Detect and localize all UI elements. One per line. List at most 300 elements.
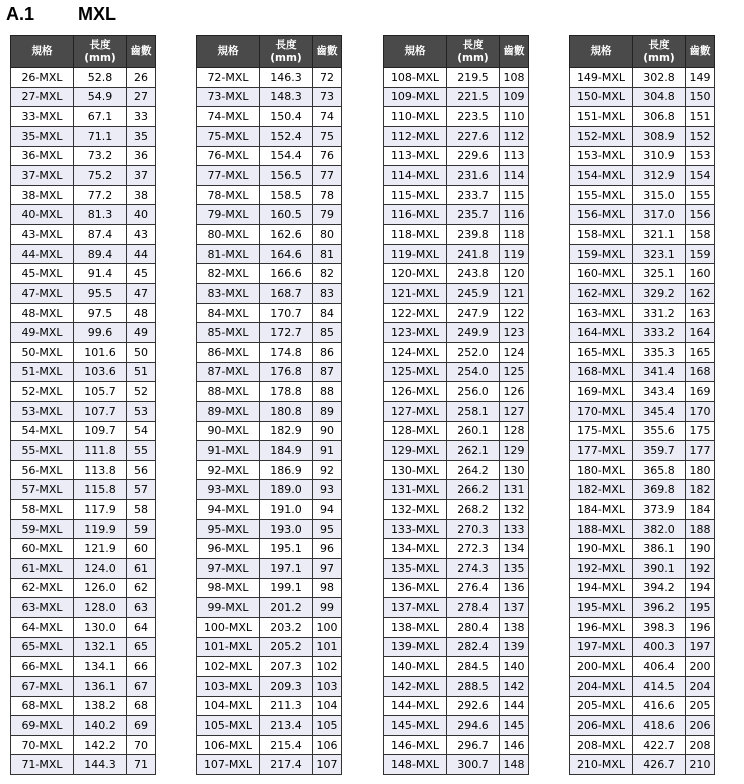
header-length-label: 長度 xyxy=(275,38,297,51)
teeth-cell: 200 xyxy=(686,657,715,677)
table-row xyxy=(11,225,156,245)
teeth-cell: 151 xyxy=(686,107,715,127)
table-row xyxy=(384,716,529,736)
table-row xyxy=(197,225,342,245)
spec-cell: 105-MXL xyxy=(197,716,260,736)
length-cell: 54.9 xyxy=(74,87,127,107)
spec-cell: 126-MXL xyxy=(384,382,447,402)
table-row xyxy=(570,696,715,716)
length-cell: 87.4 xyxy=(74,225,127,245)
length-cell: 197.1 xyxy=(260,559,313,579)
length-cell: 71.1 xyxy=(74,126,127,146)
spec-table-3 xyxy=(383,35,529,775)
teeth-cell: 208 xyxy=(686,735,715,755)
header-length-unit: (mm) xyxy=(457,51,489,64)
length-cell: 280.4 xyxy=(447,617,500,637)
table-row xyxy=(570,657,715,677)
length-cell: 213.4 xyxy=(260,716,313,736)
table-row xyxy=(11,342,156,362)
length-cell: 109.7 xyxy=(74,421,127,441)
table-row xyxy=(11,205,156,225)
table-row xyxy=(384,244,529,264)
teeth-cell: 33 xyxy=(127,107,156,127)
section-title: MXL xyxy=(78,4,116,24)
table-row xyxy=(11,185,156,205)
spec-cell: 56-MXL xyxy=(11,460,74,480)
length-cell: 140.2 xyxy=(74,716,127,736)
table-row xyxy=(197,617,342,637)
teeth-cell: 103 xyxy=(313,676,342,696)
length-cell: 268.2 xyxy=(447,500,500,520)
spec-cell: 50-MXL xyxy=(11,342,74,362)
table-row xyxy=(197,68,342,88)
spec-cell: 204-MXL xyxy=(570,676,633,696)
teeth-cell: 76 xyxy=(313,146,342,166)
table-row xyxy=(384,225,529,245)
spec-cell: 101-MXL xyxy=(197,637,260,657)
table-row xyxy=(384,617,529,637)
table-row xyxy=(570,441,715,461)
section-heading xyxy=(6,4,116,28)
table-row xyxy=(197,166,342,186)
length-cell: 333.2 xyxy=(633,323,686,343)
teeth-cell: 68 xyxy=(127,696,156,716)
header-length xyxy=(447,36,500,68)
table-row xyxy=(570,323,715,343)
spec-cell: 190-MXL xyxy=(570,539,633,559)
table-row xyxy=(197,657,342,677)
teeth-cell: 206 xyxy=(686,716,715,736)
table-row xyxy=(384,441,529,461)
teeth-cell: 38 xyxy=(127,185,156,205)
teeth-cell: 37 xyxy=(127,166,156,186)
table-row xyxy=(384,68,529,88)
teeth-cell: 155 xyxy=(686,185,715,205)
length-cell: 136.1 xyxy=(74,676,127,696)
spec-cell: 69-MXL xyxy=(11,716,74,736)
table-row xyxy=(570,205,715,225)
spec-cell: 200-MXL xyxy=(570,657,633,677)
length-cell: 239.8 xyxy=(447,225,500,245)
spec-cell: 151-MXL xyxy=(570,107,633,127)
teeth-cell: 96 xyxy=(313,539,342,559)
table-row xyxy=(197,185,342,205)
spec-cell: 125-MXL xyxy=(384,362,447,382)
spec-cell: 45-MXL xyxy=(11,264,74,284)
spec-cell: 57-MXL xyxy=(11,480,74,500)
table-row xyxy=(11,578,156,598)
teeth-cell: 195 xyxy=(686,598,715,618)
spec-cell: 188-MXL xyxy=(570,519,633,539)
spec-cell: 155-MXL xyxy=(570,185,633,205)
table-row xyxy=(11,617,156,637)
spec-cell: 97-MXL xyxy=(197,559,260,579)
table-row xyxy=(384,735,529,755)
spec-cell: 75-MXL xyxy=(197,126,260,146)
teeth-cell: 107 xyxy=(313,755,342,775)
length-cell: 254.0 xyxy=(447,362,500,382)
spec-cell: 206-MXL xyxy=(570,716,633,736)
length-cell: 229.6 xyxy=(447,146,500,166)
table-row xyxy=(570,107,715,127)
teeth-cell: 54 xyxy=(127,421,156,441)
spec-cell: 89-MXL xyxy=(197,401,260,421)
length-cell: 321.1 xyxy=(633,225,686,245)
teeth-cell: 102 xyxy=(313,657,342,677)
table-row xyxy=(384,676,529,696)
table-row xyxy=(197,519,342,539)
header-teeth: 齒數 xyxy=(500,36,529,68)
teeth-cell: 136 xyxy=(500,578,529,598)
table-row xyxy=(11,696,156,716)
spec-cell: 86-MXL xyxy=(197,342,260,362)
length-cell: 266.2 xyxy=(447,480,500,500)
teeth-cell: 177 xyxy=(686,441,715,461)
length-cell: 262.1 xyxy=(447,441,500,461)
teeth-cell: 55 xyxy=(127,441,156,461)
teeth-cell: 124 xyxy=(500,342,529,362)
table-row xyxy=(570,559,715,579)
header-spec: 規格 xyxy=(197,36,260,68)
length-cell: 382.0 xyxy=(633,519,686,539)
length-cell: 310.9 xyxy=(633,146,686,166)
table-row xyxy=(570,126,715,146)
length-cell: 156.5 xyxy=(260,166,313,186)
teeth-cell: 88 xyxy=(313,382,342,402)
teeth-cell: 104 xyxy=(313,696,342,716)
teeth-cell: 89 xyxy=(313,401,342,421)
length-cell: 132.1 xyxy=(74,637,127,657)
spec-cell: 107-MXL xyxy=(197,755,260,775)
table-header-row xyxy=(384,36,529,68)
teeth-cell: 130 xyxy=(500,460,529,480)
table-row xyxy=(197,735,342,755)
length-cell: 217.4 xyxy=(260,755,313,775)
spec-cell: 61-MXL xyxy=(11,559,74,579)
length-cell: 416.6 xyxy=(633,696,686,716)
header-length-label: 長度 xyxy=(648,38,670,51)
table-row xyxy=(570,264,715,284)
spec-cell: 156-MXL xyxy=(570,205,633,225)
length-cell: 164.6 xyxy=(260,244,313,264)
teeth-cell: 163 xyxy=(686,303,715,323)
teeth-cell: 64 xyxy=(127,617,156,637)
teeth-cell: 196 xyxy=(686,617,715,637)
table-row xyxy=(570,421,715,441)
spec-cell: 169-MXL xyxy=(570,382,633,402)
length-cell: 191.0 xyxy=(260,500,313,520)
length-cell: 52.8 xyxy=(74,68,127,88)
teeth-cell: 81 xyxy=(313,244,342,264)
teeth-cell: 44 xyxy=(127,244,156,264)
length-cell: 258.1 xyxy=(447,401,500,421)
length-cell: 99.6 xyxy=(74,323,127,343)
spec-cell: 76-MXL xyxy=(197,146,260,166)
table-row xyxy=(11,68,156,88)
length-cell: 345.4 xyxy=(633,401,686,421)
spec-cell: 170-MXL xyxy=(570,401,633,421)
table-row xyxy=(570,382,715,402)
teeth-cell: 118 xyxy=(500,225,529,245)
length-cell: 134.1 xyxy=(74,657,127,677)
header-teeth: 齒數 xyxy=(127,36,156,68)
spec-cell: 27-MXL xyxy=(11,87,74,107)
length-cell: 146.3 xyxy=(260,68,313,88)
table-row xyxy=(197,755,342,775)
teeth-cell: 78 xyxy=(313,185,342,205)
table-row xyxy=(197,539,342,559)
teeth-cell: 49 xyxy=(127,323,156,343)
length-cell: 335.3 xyxy=(633,342,686,362)
length-cell: 195.1 xyxy=(260,539,313,559)
table-row xyxy=(570,676,715,696)
teeth-cell: 66 xyxy=(127,657,156,677)
length-cell: 211.3 xyxy=(260,696,313,716)
teeth-cell: 197 xyxy=(686,637,715,657)
spec-cell: 94-MXL xyxy=(197,500,260,520)
spec-cell: 47-MXL xyxy=(11,284,74,304)
header-length xyxy=(260,36,313,68)
table-row xyxy=(197,382,342,402)
teeth-cell: 146 xyxy=(500,735,529,755)
length-cell: 223.5 xyxy=(447,107,500,127)
spec-cell: 74-MXL xyxy=(197,107,260,127)
table-row xyxy=(570,284,715,304)
spec-cell: 123-MXL xyxy=(384,323,447,343)
teeth-cell: 92 xyxy=(313,460,342,480)
teeth-cell: 72 xyxy=(313,68,342,88)
length-cell: 199.1 xyxy=(260,578,313,598)
length-cell: 160.5 xyxy=(260,205,313,225)
spec-cell: 112-MXL xyxy=(384,126,447,146)
spec-cell: 168-MXL xyxy=(570,362,633,382)
spec-cell: 148-MXL xyxy=(384,755,447,775)
spec-cell: 132-MXL xyxy=(384,500,447,520)
table-row xyxy=(11,441,156,461)
table-row xyxy=(11,676,156,696)
table-header-row xyxy=(570,36,715,68)
spec-cell: 40-MXL xyxy=(11,205,74,225)
teeth-cell: 67 xyxy=(127,676,156,696)
length-cell: 312.9 xyxy=(633,166,686,186)
spec-cell: 158-MXL xyxy=(570,225,633,245)
spec-cell: 102-MXL xyxy=(197,657,260,677)
spec-cell: 136-MXL xyxy=(384,578,447,598)
spec-cell: 118-MXL xyxy=(384,225,447,245)
teeth-cell: 73 xyxy=(313,87,342,107)
length-cell: 91.4 xyxy=(74,264,127,284)
table-row xyxy=(11,382,156,402)
length-cell: 203.2 xyxy=(260,617,313,637)
spec-cell: 144-MXL xyxy=(384,696,447,716)
table-row xyxy=(570,716,715,736)
length-cell: 154.4 xyxy=(260,146,313,166)
length-cell: 243.8 xyxy=(447,264,500,284)
teeth-cell: 148 xyxy=(500,755,529,775)
teeth-cell: 145 xyxy=(500,716,529,736)
spec-cell: 182-MXL xyxy=(570,480,633,500)
length-cell: 323.1 xyxy=(633,244,686,264)
header-teeth: 齒數 xyxy=(686,36,715,68)
length-cell: 249.9 xyxy=(447,323,500,343)
teeth-cell: 113 xyxy=(500,146,529,166)
spec-cell: 79-MXL xyxy=(197,205,260,225)
table-row xyxy=(570,460,715,480)
length-cell: 75.2 xyxy=(74,166,127,186)
teeth-cell: 123 xyxy=(500,323,529,343)
length-cell: 119.9 xyxy=(74,519,127,539)
length-cell: 264.2 xyxy=(447,460,500,480)
teeth-cell: 152 xyxy=(686,126,715,146)
table-row xyxy=(197,480,342,500)
length-cell: 329.2 xyxy=(633,284,686,304)
spec-cell: 138-MXL xyxy=(384,617,447,637)
length-cell: 124.0 xyxy=(74,559,127,579)
teeth-cell: 86 xyxy=(313,342,342,362)
table-row xyxy=(570,166,715,186)
length-cell: 359.7 xyxy=(633,441,686,461)
table-row xyxy=(11,87,156,107)
spec-table-4 xyxy=(569,35,715,775)
length-cell: 189.0 xyxy=(260,480,313,500)
length-cell: 308.9 xyxy=(633,126,686,146)
header-spec: 規格 xyxy=(570,36,633,68)
table-row xyxy=(384,539,529,559)
length-cell: 172.7 xyxy=(260,323,313,343)
teeth-cell: 175 xyxy=(686,421,715,441)
length-cell: 97.5 xyxy=(74,303,127,323)
table-row xyxy=(11,480,156,500)
teeth-cell: 138 xyxy=(500,617,529,637)
teeth-cell: 144 xyxy=(500,696,529,716)
table-row xyxy=(570,87,715,107)
table-row xyxy=(197,342,342,362)
table-row xyxy=(384,342,529,362)
length-cell: 272.3 xyxy=(447,539,500,559)
teeth-cell: 210 xyxy=(686,755,715,775)
spec-cell: 194-MXL xyxy=(570,578,633,598)
spec-cell: 115-MXL xyxy=(384,185,447,205)
teeth-cell: 135 xyxy=(500,559,529,579)
table-row xyxy=(384,126,529,146)
length-cell: 386.1 xyxy=(633,539,686,559)
teeth-cell: 99 xyxy=(313,598,342,618)
spec-cell: 131-MXL xyxy=(384,480,447,500)
spec-cell: 44-MXL xyxy=(11,244,74,264)
table-row xyxy=(570,735,715,755)
length-cell: 209.3 xyxy=(260,676,313,696)
length-cell: 390.1 xyxy=(633,559,686,579)
spec-cell: 175-MXL xyxy=(570,421,633,441)
spec-cell: 48-MXL xyxy=(11,303,74,323)
length-cell: 81.3 xyxy=(74,205,127,225)
teeth-cell: 192 xyxy=(686,559,715,579)
teeth-cell: 90 xyxy=(313,421,342,441)
table-row xyxy=(384,323,529,343)
table-row xyxy=(197,284,342,304)
spec-cell: 37-MXL xyxy=(11,166,74,186)
teeth-cell: 170 xyxy=(686,401,715,421)
length-cell: 270.3 xyxy=(447,519,500,539)
header-length-unit: (mm) xyxy=(84,51,116,64)
length-cell: 235.7 xyxy=(447,205,500,225)
spec-cell: 33-MXL xyxy=(11,107,74,127)
spec-cell: 100-MXL xyxy=(197,617,260,637)
table-row xyxy=(197,578,342,598)
table-row xyxy=(197,637,342,657)
header-length-unit: (mm) xyxy=(643,51,675,64)
table-row xyxy=(197,126,342,146)
teeth-cell: 91 xyxy=(313,441,342,461)
header-teeth: 齒數 xyxy=(313,36,342,68)
teeth-cell: 63 xyxy=(127,598,156,618)
length-cell: 107.7 xyxy=(74,401,127,421)
teeth-cell: 93 xyxy=(313,480,342,500)
table-row xyxy=(197,559,342,579)
table-row xyxy=(384,146,529,166)
table-row xyxy=(11,303,156,323)
spec-cell: 36-MXL xyxy=(11,146,74,166)
header-length-label: 長度 xyxy=(89,38,111,51)
spec-cell: 59-MXL xyxy=(11,519,74,539)
spec-cell: 113-MXL xyxy=(384,146,447,166)
teeth-cell: 115 xyxy=(500,185,529,205)
spec-cell: 116-MXL xyxy=(384,205,447,225)
table-row xyxy=(570,755,715,775)
spec-table-2 xyxy=(196,35,342,775)
teeth-cell: 27 xyxy=(127,87,156,107)
length-cell: 166.6 xyxy=(260,264,313,284)
table-row xyxy=(570,342,715,362)
length-cell: 241.8 xyxy=(447,244,500,264)
spec-cell: 150-MXL xyxy=(570,87,633,107)
teeth-cell: 51 xyxy=(127,362,156,382)
length-cell: 315.0 xyxy=(633,185,686,205)
spec-cell: 64-MXL xyxy=(11,617,74,637)
spec-cell: 130-MXL xyxy=(384,460,447,480)
table-row xyxy=(570,362,715,382)
table-row xyxy=(197,401,342,421)
table-row xyxy=(384,637,529,657)
teeth-cell: 110 xyxy=(500,107,529,127)
length-cell: 300.7 xyxy=(447,755,500,775)
teeth-cell: 159 xyxy=(686,244,715,264)
teeth-cell: 127 xyxy=(500,401,529,421)
teeth-cell: 204 xyxy=(686,676,715,696)
table-row xyxy=(570,401,715,421)
teeth-cell: 74 xyxy=(313,107,342,127)
teeth-cell: 77 xyxy=(313,166,342,186)
table-row xyxy=(11,657,156,677)
table-row xyxy=(570,539,715,559)
spec-cell: 106-MXL xyxy=(197,735,260,755)
teeth-cell: 43 xyxy=(127,225,156,245)
table-row xyxy=(11,500,156,520)
spec-cell: 122-MXL xyxy=(384,303,447,323)
length-cell: 282.4 xyxy=(447,637,500,657)
length-cell: 103.6 xyxy=(74,362,127,382)
spec-cell: 159-MXL xyxy=(570,244,633,264)
spec-cell: 68-MXL xyxy=(11,696,74,716)
header-length xyxy=(74,36,127,68)
table-row xyxy=(197,676,342,696)
length-cell: 414.5 xyxy=(633,676,686,696)
spec-cell: 53-MXL xyxy=(11,401,74,421)
length-cell: 284.5 xyxy=(447,657,500,677)
table-row xyxy=(384,382,529,402)
teeth-cell: 131 xyxy=(500,480,529,500)
length-cell: 400.3 xyxy=(633,637,686,657)
